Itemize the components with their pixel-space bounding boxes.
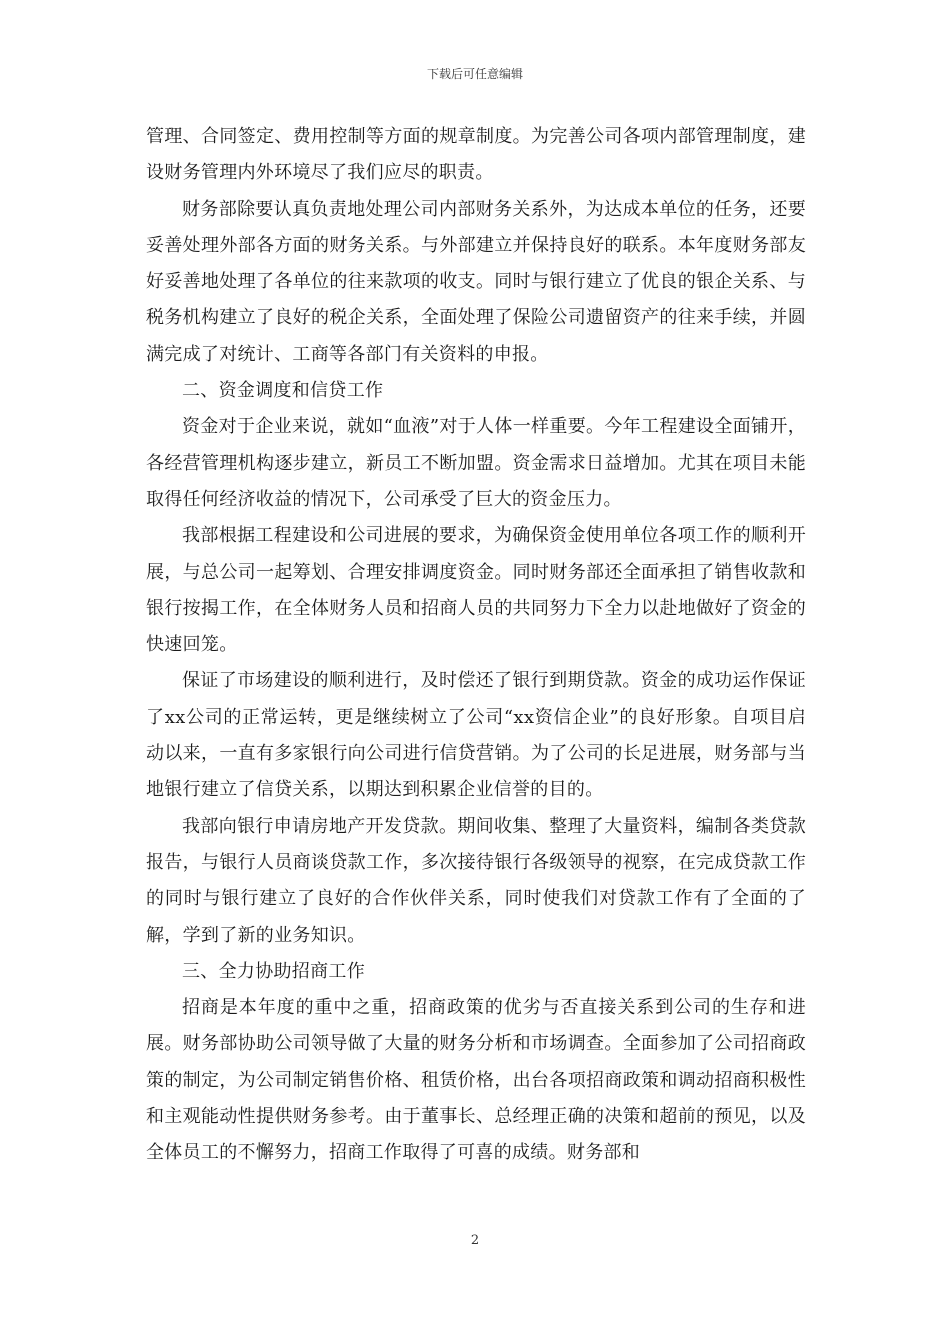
paragraph-6: 我部向银行申请房地产开发贷款。期间收集、整理了大量资料，编制各类贷款报告，与银行人员商谈贷款工作，多次接待银行各级领导的视察，在完成贷款工作的同时与银行建立了良好的合作伙伴关系，同时使我们对贷款工作有了全面的了解，学到了新的业务知识。 xyxy=(146,815,806,946)
paragraph-5: 保证了市场建设的顺利进行，及时偿还了银行到期贷款。资金的成功运作保证了xx公司的正常运转，更是继续树立了公司“xx资信企业”的良好形象。自项目启动以来，一直有多家银行向公司进行信贷营销。为了公司的长足进展，财务部与当地银行建立了信贷关系，以期达到积累企业信誉的目的。 xyxy=(146,670,806,801)
section-heading-3: 三、全力协助招商工作 xyxy=(182,960,365,982)
document-body xyxy=(146,119,806,1172)
paragraph-7: 招商是本年度的重中之重，招商政策的优劣与否直接关系到公司的生存和进展。财务部协助公司领导做了大量的财务分析和市场调查。全面参加了公司招商政策的制定，为公司制定销售价格、租赁价格，出台各项招商政策和调动招商积极性和主观能动性提供财务参考。由于董事长、总经理正确的决策和超前的预见，以及全体员工的不懈努力，招商工作取得了可喜的成绩。财务部和 xyxy=(146,997,806,1164)
page-number: 2 xyxy=(470,1233,480,1248)
section-heading-2: 二、资金调度和信贷工作 xyxy=(182,380,384,402)
paragraph-1: 管理、合同签定、费用控制等方面的规章制度。为完善公司各项内部管理制度，建设财务管理内外环境尽了我们应尽的职责。 xyxy=(146,126,806,184)
paragraph-2: 财务部除要认真负责地处理公司内部财务关系外，为达成本单位的任务，还要妥善处理外部各方面的财务关系。与外部建立并保持良好的联系。本年度财务部友好妥善地处理了各单位的往来款项的收支。同时与银行建立了优良的银企关系、与税务机构建立了良好的税企关系，全面处理了保险公司遗留资产的往来手续，并圆满完成了对统计、工商等各部门有关资料的申报。 xyxy=(146,198,806,365)
paragraph-3: 资金对于企业来说，就如“血液”对于人体一样重要。今年工程建设全面铺开，各经营管理机构逐步建立，新员工不断加盟。资金需求日益增加。尤其在项目未能取得任何经济收益的情况下，公司承受了巨大的资金压力。 xyxy=(146,416,806,510)
paragraph-4: 我部根据工程建设和公司进展的要求，为确保资金使用单位各项工作的顺利开展，与总公司一起筹划、合理安排调度资金。同时财务部还全面承担了销售收款和银行按揭工作，在全体财务人员和招商人员的共同努力下全力以赴地做好了资金的快速回笼。 xyxy=(146,525,806,656)
page-header-note: 下载后可任意编辑 xyxy=(426,67,523,81)
